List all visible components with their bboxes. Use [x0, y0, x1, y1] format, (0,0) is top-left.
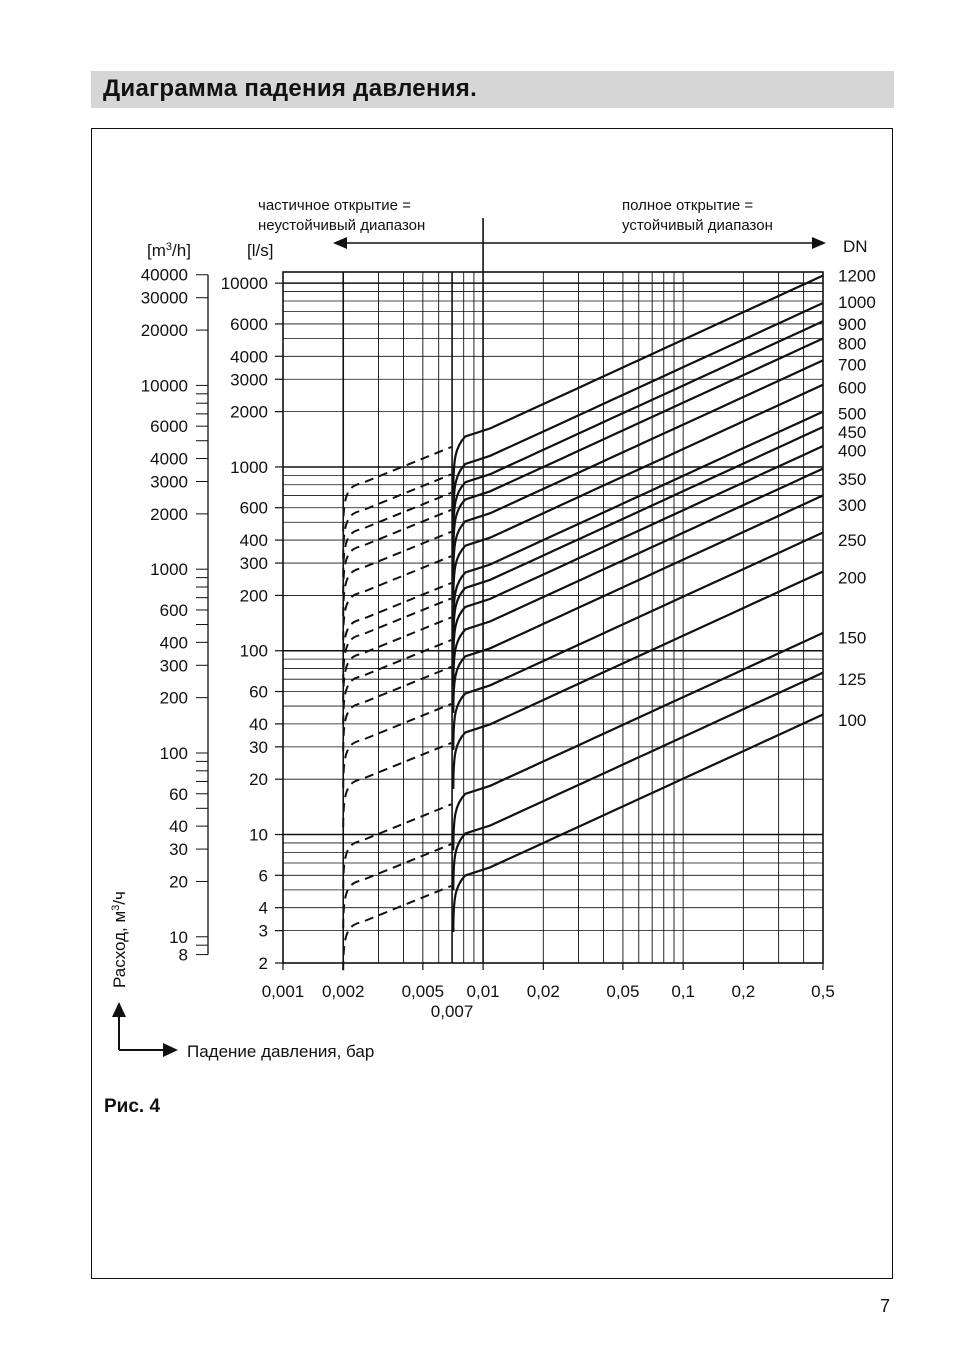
dn-label-800: 800 — [838, 334, 867, 354]
y-m3h-tick-label: 200 — [159, 688, 188, 708]
x-axis-label: Падение давления, бар — [187, 1042, 375, 1061]
y-m3h-tick-label: 2000 — [150, 504, 188, 524]
y-m3h-tick-label: 10 — [169, 927, 188, 947]
series-partial-dn-150 — [343, 804, 451, 888]
y-ls-tick-label: 10 — [249, 825, 268, 845]
x-tick-label: 0,05 — [606, 982, 640, 1001]
x-tick-label: 0,5 — [811, 982, 835, 1001]
page-title: Диаграмма падения давления. — [103, 75, 478, 102]
dn-label-700: 700 — [838, 355, 867, 375]
partial-range-text-1: частичное открытие = — [258, 197, 411, 214]
y-m3h-tick-label: 1000 — [150, 560, 188, 580]
series-partial-dn-350 — [343, 640, 451, 724]
y-ls-tick-label: 10000 — [220, 274, 268, 294]
x-tick-label: 0,007 — [430, 1002, 474, 1021]
dn-label: DN — [843, 237, 868, 256]
dn-label-125: 125 — [838, 670, 867, 690]
full-range-text-1: полное открытие = — [622, 197, 754, 214]
y-m3h-tick-label: 400 — [159, 633, 188, 653]
series-line-dn-350 — [453, 469, 823, 686]
series-line-dn-1200 — [453, 276, 823, 494]
y-m3h-tick-label: 3000 — [150, 472, 188, 492]
y-ls-tick-label: 600 — [239, 498, 268, 518]
x-tick-label: 0,02 — [526, 982, 560, 1001]
y-ls-tick-label: 2000 — [230, 402, 268, 422]
series-partial-dn-250 — [343, 704, 451, 788]
dn-label-450: 450 — [838, 422, 867, 442]
page-number: 7 — [880, 1296, 891, 1316]
x-tick-label: 0,005 — [401, 982, 445, 1001]
x-tick-label: 0,2 — [731, 982, 756, 1001]
series-line-dn-900 — [453, 321, 823, 539]
dn-label-350: 350 — [838, 469, 867, 489]
dn-label-200: 200 — [838, 568, 867, 588]
dn-label-400: 400 — [838, 441, 867, 461]
y-m3h-tick-label: 300 — [159, 656, 188, 676]
dn-label-1000: 1000 — [838, 292, 876, 312]
x-tick-label: 0,001 — [261, 982, 305, 1001]
y-ls-tick-label: 30 — [249, 737, 268, 757]
y-ls-tick-label: 1000 — [230, 457, 268, 477]
y-ls-tick-label: 3 — [258, 921, 268, 941]
dn-label-150: 150 — [838, 628, 867, 648]
y-m3h-tick-label: 6000 — [150, 417, 188, 437]
curve-layer — [343, 276, 823, 971]
y-m3h-tick-label: 30 — [169, 840, 188, 860]
y-m3h-tick-label: 8 — [178, 945, 188, 965]
series-partial-dn-100 — [343, 886, 451, 970]
y-ls-tick-label: 60 — [249, 682, 268, 702]
range-arrow-left-head — [333, 237, 347, 249]
series-partial-dn-1200 — [343, 447, 451, 531]
units-ls-label: [l/s] — [247, 241, 274, 260]
series-line-dn-125 — [453, 673, 823, 891]
dn-label-1200: 1200 — [838, 266, 876, 286]
figure-caption: Рис. 4 — [104, 1096, 161, 1117]
dn-label-250: 250 — [838, 531, 867, 551]
y-m3h-tick-label: 600 — [159, 600, 188, 620]
y-ls-tick-label: 3000 — [230, 370, 268, 390]
y-m3h-tick-label: 100 — [159, 743, 188, 763]
series-partial-dn-700 — [343, 532, 451, 616]
y-ls-tick-label: 400 — [239, 531, 268, 551]
x-tick-label: 0,1 — [671, 982, 695, 1001]
y-axis-label: Расход, $м^3/ч$ — [110, 891, 129, 988]
full-range-text-2: устойчивый диапазон — [622, 217, 773, 234]
dn-label-300: 300 — [838, 496, 867, 516]
y-m3h-tick-label: 60 — [169, 784, 188, 804]
series-partial-dn-200 — [343, 743, 451, 827]
dn-label-500: 500 — [838, 404, 867, 424]
axes-layer — [110, 197, 876, 1061]
y-ls-tick-label: 300 — [239, 554, 268, 574]
series-partial-dn-900 — [343, 493, 451, 577]
y-ls-tick-label: 100 — [239, 641, 268, 661]
y-axis-arrow-head — [112, 1002, 126, 1017]
dn-label-100: 100 — [838, 710, 867, 730]
y-m3h-tick-label: 30000 — [140, 288, 188, 308]
units-m3h-label: $[m^3/h]$ — [147, 241, 191, 260]
y-ls-tick-label: 6000 — [230, 314, 268, 334]
y-m3h-tick-label: 4000 — [150, 449, 188, 469]
dn-label-600: 600 — [838, 378, 867, 398]
y-m3h-tick-label: 40 — [169, 817, 188, 837]
y-ls-tick-label: 4000 — [230, 347, 268, 367]
y-m3h-tick-label: 20000 — [140, 321, 188, 341]
range-arrow-right-head — [812, 237, 826, 249]
y-ls-tick-label: 4 — [258, 898, 268, 918]
y-m3h-tick-label: 10000 — [140, 376, 188, 396]
y-ls-tick-label: 200 — [239, 586, 268, 606]
series-partial-dn-125 — [343, 844, 451, 928]
grid-layer — [283, 218, 823, 963]
x-axis-arrow-head — [163, 1043, 178, 1057]
dn-label-900: 900 — [838, 314, 867, 334]
y-ls-tick-label: 40 — [249, 714, 268, 734]
y-m3h-tick-label: 20 — [169, 872, 188, 892]
y-ls-tick-label: 6 — [258, 866, 268, 886]
x-tick-label: 0,002 — [321, 982, 365, 1001]
partial-range-text-2: неустойчивый диапазон — [258, 217, 426, 234]
series-partial-dn-600 — [343, 556, 451, 640]
y-ls-tick-label: 20 — [249, 770, 268, 790]
x-tick-label: 0,01 — [466, 982, 500, 1001]
y-m3h-tick-label: 40000 — [140, 265, 188, 285]
series-partial-dn-450 — [343, 598, 451, 682]
y-ls-tick-label: 2 — [258, 954, 268, 973]
